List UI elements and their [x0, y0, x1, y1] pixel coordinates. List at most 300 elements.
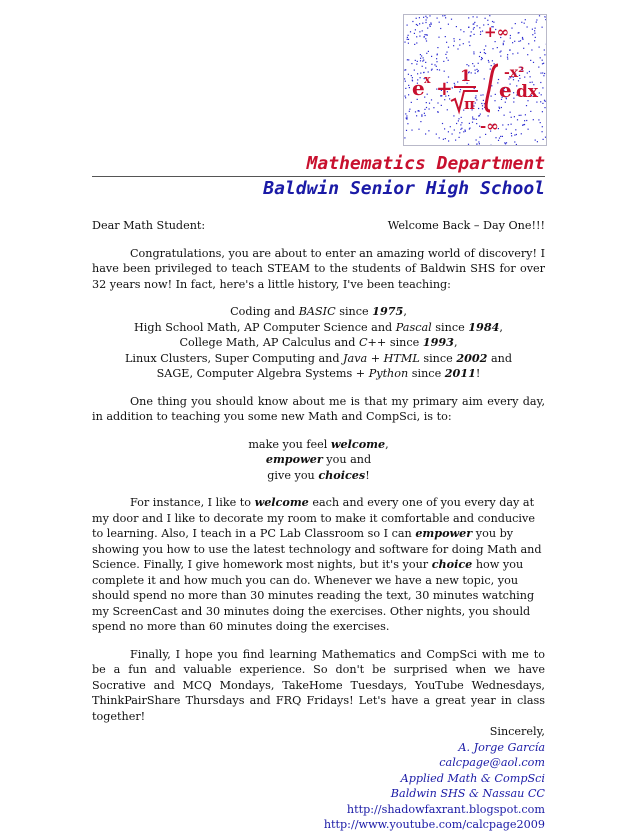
logo-dot [416, 42, 417, 43]
logo-dot [445, 17, 446, 18]
logo-dot [520, 115, 521, 116]
logo-dot [475, 70, 476, 71]
school-heading: Baldwin Senior High School [92, 178, 545, 199]
logo-dot [510, 35, 511, 36]
logo-dot [512, 42, 513, 43]
logo-dot [495, 41, 496, 42]
logo-dot [448, 47, 449, 48]
logo-dot [439, 22, 440, 23]
logo-dot [419, 23, 420, 24]
logo-dot [453, 115, 454, 116]
logo-dot [534, 30, 535, 31]
logo-dot [427, 94, 428, 95]
logo-dot [437, 69, 438, 70]
blog-link[interactable]: http://shadowfaxrant.blogspot.com [92, 802, 545, 818]
logo-dot [487, 20, 488, 21]
logo-dot [445, 36, 446, 37]
logo-dot [436, 66, 437, 67]
logo-dot [414, 33, 415, 34]
logo-dot [469, 41, 470, 42]
logo-dot [469, 45, 470, 46]
logo-dot [409, 87, 410, 88]
logo-dot [485, 53, 486, 54]
logo-dot [419, 17, 420, 18]
logo-dot [508, 124, 509, 125]
logo-dot [437, 47, 438, 48]
logo-dot [500, 51, 501, 52]
logo-dot [418, 129, 419, 130]
logo-dot [428, 130, 429, 131]
logo-dot [406, 115, 407, 116]
logo-dot [476, 17, 477, 18]
logo-dot [491, 96, 492, 97]
logo-dot [503, 44, 504, 45]
logo-dot [475, 73, 476, 74]
logo-dot [419, 36, 420, 37]
logo-dot [407, 39, 408, 40]
logo-dot [516, 144, 517, 145]
logo-dot [478, 141, 479, 142]
logo-dot [463, 131, 464, 132]
logo-dot [431, 56, 432, 57]
logo-dot [520, 40, 521, 41]
logo-dot [482, 94, 483, 95]
logo-dot [408, 39, 409, 40]
logo-dot [544, 54, 545, 55]
logo-dot [502, 124, 503, 125]
logo-dot [425, 62, 426, 63]
logo-dot [472, 118, 473, 119]
logo-dot [471, 31, 472, 32]
logo-dot [463, 43, 464, 44]
logo-dot [406, 118, 407, 119]
logo-dot [513, 98, 514, 99]
logo-dot [542, 60, 543, 61]
logo-dot [422, 23, 423, 24]
logo-dot [533, 62, 534, 63]
logo-dot [541, 94, 542, 95]
logo-dot [474, 118, 475, 119]
logo-dot [510, 38, 511, 39]
logo-dot [515, 23, 516, 24]
logo-dot [540, 73, 541, 74]
logo-dot [512, 53, 513, 54]
logo-dot [524, 124, 525, 125]
logo-dot [488, 62, 489, 63]
logo-dot [459, 91, 460, 92]
logo-dot [538, 119, 539, 120]
dx: dx [516, 82, 539, 102]
logo-dot [545, 19, 546, 20]
logo-dot [479, 143, 480, 144]
logo-dot [417, 25, 418, 26]
logo-dot [531, 49, 532, 50]
logo-dot [465, 131, 466, 132]
logo-dot [517, 53, 518, 54]
logo-dot [494, 100, 495, 101]
logo-dot [411, 102, 412, 103]
logo-dot [530, 76, 531, 77]
logo-dot [535, 140, 536, 141]
logo-dot [451, 19, 452, 20]
logo-dot [510, 112, 511, 113]
logo-dot [404, 42, 405, 43]
logo-dot [425, 115, 426, 116]
logo-dot [476, 99, 477, 100]
logo-dot [479, 56, 480, 57]
logo-dot [448, 60, 449, 61]
logo-dot [441, 105, 442, 106]
logo-dot [456, 26, 457, 27]
logo-dot [511, 133, 512, 134]
history-line-3: College Math, AP Calculus and C++ since 1993, [92, 335, 545, 351]
logo-dot [539, 92, 540, 93]
logo-dot [500, 56, 501, 57]
logo-dot [408, 35, 409, 36]
logo-dot [434, 64, 435, 65]
logo-dot [480, 52, 481, 53]
logo-dot [446, 52, 447, 53]
logo-dot [405, 96, 406, 97]
logo-dot [472, 122, 473, 123]
logo-dot [474, 22, 475, 23]
logo-dot [461, 128, 462, 129]
logo-dot [511, 28, 512, 29]
logo-dot [514, 141, 515, 142]
logo-dot [426, 53, 427, 54]
logo-dot [542, 111, 543, 112]
logo-dot [428, 51, 429, 52]
logo-dot [437, 18, 438, 19]
logo-dot [458, 120, 459, 121]
welcome-back: Welcome Back – Day One!!! [388, 218, 545, 234]
logo-dot [511, 117, 512, 118]
logo-dot [484, 52, 485, 53]
logo-dot [536, 19, 537, 20]
logo-dot [506, 142, 507, 143]
logo-dot [543, 75, 544, 76]
logo-dot [514, 116, 515, 117]
logo-dot [408, 43, 409, 44]
logo-dot [480, 95, 481, 96]
logo-dot [494, 63, 495, 64]
logo-dot [416, 18, 417, 19]
signature-name: A. Jorge García [92, 740, 545, 756]
logo-dot [459, 39, 460, 40]
logo-dot [521, 22, 522, 23]
exp-left: x [424, 73, 431, 86]
logo-dot [452, 133, 453, 134]
logo-dot [507, 54, 508, 55]
logo-dot [416, 115, 417, 116]
logo-dot [430, 22, 431, 23]
logo-dot [515, 129, 516, 130]
logo-dot [542, 87, 543, 88]
logo-dot [453, 38, 454, 39]
logo-dot [530, 60, 531, 61]
logo-dot [437, 54, 438, 55]
logo-dot [540, 101, 541, 102]
youtube-link[interactable]: http://www.youtube.com/calcpage2009 [92, 817, 545, 833]
logo-dot [448, 131, 449, 132]
logo-dot [419, 31, 420, 32]
logo-dot [481, 59, 482, 60]
logo-dot [426, 107, 427, 108]
logo-dot [446, 42, 447, 43]
logo-dot [424, 113, 425, 114]
logo-dot [545, 137, 546, 138]
logo-dot [470, 35, 471, 36]
logo-dot [537, 141, 538, 142]
logo-dot [511, 135, 512, 136]
instance-paragraph: For instance, I like to welcome each and every one of you every day at my door and I like to decorate my room to make it comfortable and conducive to learning. Also, I teach in a PC Lab Classroom so I can empower you by showing you how to use the latest technology and software for doing Math and Science. Finally, I give homework most nights, but it's your choice how you complete it and how much you can do. Whenever we have a new topic, you should spend no more than 30 minutes reading the text, 30 minutes watching my ScreenCast and 30 minutes doing the exercises. Other nights, you should spend no more than 60 minutes doing the exercises. [92, 495, 545, 635]
logo-dot [417, 73, 418, 74]
logo-dot [426, 40, 427, 41]
logo-dot [507, 57, 508, 58]
logo-dot [405, 81, 406, 82]
logo-dot [464, 130, 465, 131]
logo-dot [535, 28, 536, 29]
history-list [92, 304, 545, 382]
logo-dot [526, 120, 527, 121]
logo-dot [429, 15, 430, 16]
logo-dot [484, 78, 485, 79]
logo-dot [478, 70, 479, 71]
logo-dot [473, 51, 474, 52]
logo-dot [516, 134, 517, 135]
numerator: 1 [460, 66, 471, 85]
logo-dot [454, 41, 455, 42]
logo-dot [519, 115, 520, 116]
logo-dot [421, 116, 422, 117]
signature-block [92, 724, 545, 833]
logo-dot [405, 88, 406, 89]
logo-dot [472, 63, 473, 64]
logo-dot [473, 24, 474, 25]
logo-dot [446, 57, 447, 58]
logo-dot [518, 32, 519, 33]
logo-dot [499, 107, 500, 108]
logo-dot [495, 137, 496, 138]
logo-dot [490, 69, 491, 70]
logo-dot [544, 49, 545, 50]
logo-dot [472, 117, 473, 118]
salutation: Dear Math Student: [92, 218, 205, 234]
logo-dot [484, 49, 485, 50]
logo-dot [497, 47, 498, 48]
logo-dot [542, 126, 543, 127]
logo-dot [460, 124, 461, 125]
logo-dot [532, 34, 533, 35]
goal-line-3: give you choices! [92, 468, 545, 484]
logo-dot [514, 41, 515, 42]
logo-dot [527, 72, 528, 73]
logo-dot [425, 38, 426, 39]
logo-dot [437, 102, 438, 103]
logo-dot [425, 67, 426, 68]
logo-dot [454, 129, 455, 130]
logo-dot [540, 57, 541, 58]
logo-dot [404, 70, 405, 71]
department-heading: Mathematics Department [92, 153, 545, 174]
history-line-5: SAGE, Computer Algebra Systems + Python since 2011! [92, 366, 545, 382]
logo-dot [522, 125, 523, 126]
logo-dot [427, 28, 428, 29]
logo-dot [420, 54, 421, 55]
logo-dot [530, 111, 531, 112]
logo-dot [521, 133, 522, 134]
logo-dot [422, 66, 423, 67]
logo-dot [492, 21, 493, 22]
logo-dot [420, 121, 421, 122]
logo-dot [426, 34, 427, 35]
logo-dot [444, 15, 445, 16]
logo-dot [457, 48, 458, 49]
lower-limit: -∞ [480, 117, 499, 135]
logo-dot [421, 55, 422, 56]
logo-dot [511, 124, 512, 125]
logo-dot [468, 17, 469, 18]
logo-dot [538, 67, 539, 68]
logo-dot [459, 45, 460, 46]
logo-dot [468, 27, 469, 28]
logo-dot [474, 34, 475, 35]
logo-dot [522, 37, 523, 38]
logo-dot [458, 118, 459, 119]
logo-dot [410, 31, 411, 32]
logo-dot [429, 108, 430, 109]
logo-dot [414, 44, 415, 45]
logo-dot [450, 126, 451, 127]
logo-dot [424, 34, 425, 35]
logo-dot [485, 18, 486, 19]
logo-dot [461, 117, 462, 118]
logo-dot [457, 81, 458, 82]
sincerely: Sincerely, [92, 724, 545, 740]
logo-dot [500, 136, 501, 137]
logo-dot [524, 23, 525, 24]
logo-dot [448, 24, 449, 25]
integral-sign [486, 65, 498, 111]
logo-dot [523, 48, 524, 49]
logo-dot [491, 65, 492, 66]
logo-dot [455, 140, 456, 141]
logo-dot [518, 41, 519, 42]
logo-dot [492, 48, 493, 49]
logo-dot [409, 111, 410, 112]
logo-dot [517, 119, 518, 120]
logo-dot [445, 54, 446, 55]
logo-dot [425, 133, 426, 134]
signature-school: Baldwin SHS & Nassau CC [92, 786, 545, 802]
logo-dot [544, 73, 545, 74]
logo-dot [416, 64, 417, 65]
logo-dot [406, 130, 407, 131]
logo-dot [409, 109, 410, 110]
logo-dot [429, 103, 430, 104]
goal-line-2: empower you and [92, 452, 545, 468]
logo-dot [405, 97, 406, 98]
logo-dot [459, 132, 460, 133]
logo-dot [442, 123, 443, 124]
logo-dot [422, 61, 423, 62]
logo-dot [485, 45, 486, 46]
aim-paragraph: One thing you should know about me is that my primary aim every day, in addition to teaching you some new Math and CompSci, is to: [92, 394, 545, 425]
logo-dot [459, 137, 460, 138]
logo-dot [463, 31, 464, 32]
logo-dot [407, 59, 408, 60]
logo-dot [479, 27, 480, 28]
logo-dot [468, 144, 469, 145]
logo-dot [453, 45, 454, 46]
exp-right: -x² [504, 65, 524, 81]
logo-dot [532, 29, 533, 30]
logo-dot [542, 131, 543, 132]
history-line-1: Coding and BASIC since 1975, [92, 304, 545, 320]
signature-title: Applied Math & CompSci [92, 771, 545, 787]
logo-dot [415, 29, 416, 30]
logo-dot [456, 123, 457, 124]
logo-dot [407, 25, 408, 26]
logo-dot [499, 138, 500, 139]
logo-dot [425, 16, 426, 17]
logo-dot [506, 129, 507, 130]
gaussian-integral-logo [403, 14, 547, 146]
logo-dot [416, 36, 417, 37]
logo-dot [424, 36, 425, 37]
logo-dot [529, 71, 530, 72]
logo-dot [476, 139, 477, 140]
upper-limit: +∞ [484, 23, 509, 41]
logo-dot [513, 101, 514, 102]
logo-dot [540, 122, 541, 123]
logo-dot [445, 138, 446, 139]
logo-dot [522, 39, 523, 40]
logo-dot [442, 15, 443, 16]
logo-dot [415, 111, 416, 112]
logo-dot [540, 82, 541, 83]
logo-dot [476, 123, 477, 124]
logo-dot [543, 63, 544, 64]
logo-dot [460, 89, 461, 90]
logo-dot [411, 130, 412, 131]
intro-paragraph: Congratulations, you are about to enter an amazing world of discovery! I have been privileged to teach STEAM to the students of Baldwin SHS for over 32 years now! In fact, here's a little history, I've been teaching: [92, 246, 545, 293]
logo-dot [476, 143, 477, 144]
logo-dot [482, 31, 483, 32]
logo-dot [476, 119, 477, 120]
logo-dot [420, 58, 421, 59]
logo-dot [528, 129, 529, 130]
logo-dot [527, 26, 528, 27]
logo-dot [482, 105, 483, 106]
logo-dot [433, 107, 434, 108]
logo-dot [542, 72, 543, 73]
logo-dot [438, 37, 439, 38]
signature-email[interactable]: calcpage@aol.com [92, 755, 545, 771]
logo-dot [473, 29, 474, 30]
logo-dot [514, 135, 515, 136]
logo-dot [447, 109, 448, 110]
logo-dot [417, 61, 418, 62]
logo-dot [478, 63, 479, 64]
closing-paragraph: Finally, I hope you find learning Mathematics and CompSci with me to be a fun and valuable experience. So don't be surprised when we have Socrative and MCQ Mondays, TakeHome Tuesdays, YouTube Wednesdays, ThinkPairShare Thursdays and FRQ Fridays! Let's have a great year in class together! [92, 647, 545, 725]
logo-dot [440, 28, 441, 29]
logo-dot [502, 136, 503, 137]
logo-dot [489, 15, 490, 16]
logo-dot [536, 22, 537, 23]
logo-dot [429, 24, 430, 25]
logo-dot [498, 110, 499, 111]
